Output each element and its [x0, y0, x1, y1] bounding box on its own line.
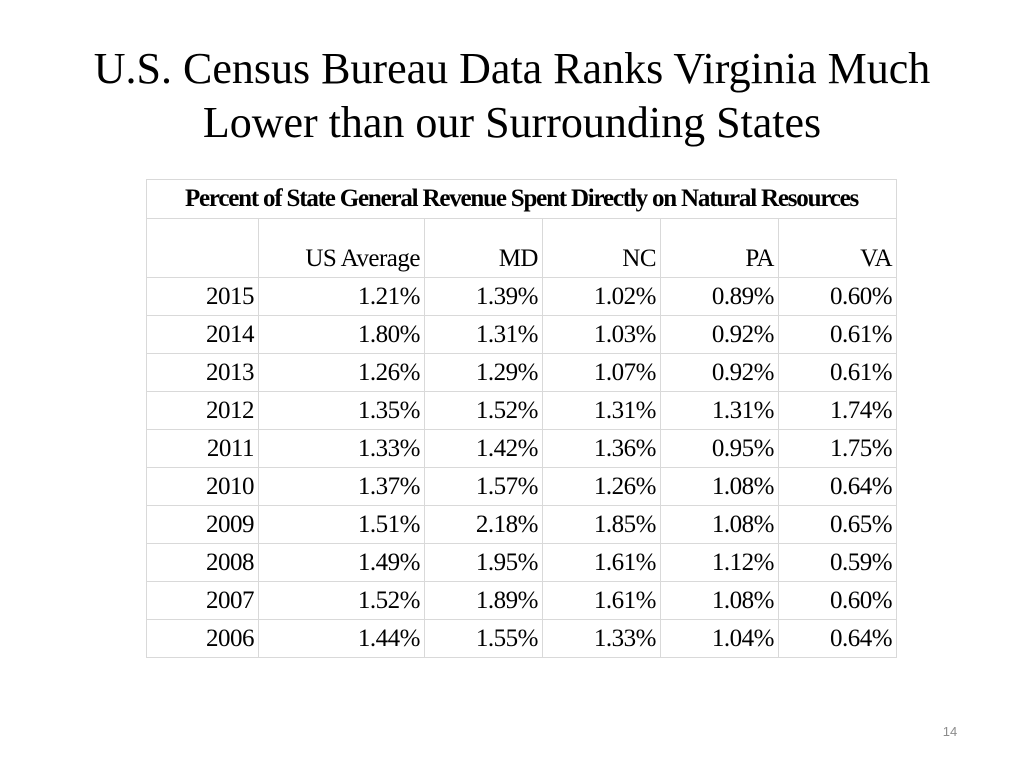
- table-header-row: [147, 219, 897, 278]
- value-cell: 1.51%: [259, 506, 425, 544]
- value-cell: 1.39%: [425, 278, 543, 316]
- value-cell: 1.85%: [543, 506, 661, 544]
- year-cell: 2015: [147, 278, 259, 316]
- value-cell: 0.92%: [661, 354, 779, 392]
- value-cell: 1.89%: [425, 582, 543, 620]
- table-row: [147, 354, 897, 392]
- slide-number: 14: [942, 724, 958, 739]
- value-cell: 2.18%: [425, 506, 543, 544]
- value-cell: 1.03%: [543, 316, 661, 354]
- value-cell: 0.64%: [779, 620, 897, 658]
- table-row: [147, 506, 897, 544]
- value-cell: 1.33%: [259, 430, 425, 468]
- value-cell: 0.65%: [779, 506, 897, 544]
- year-cell: 2014: [147, 316, 259, 354]
- value-cell: 0.60%: [779, 582, 897, 620]
- value-cell: 0.95%: [661, 430, 779, 468]
- value-cell: 1.44%: [259, 620, 425, 658]
- value-cell: 1.80%: [259, 316, 425, 354]
- year-cell: 2013: [147, 354, 259, 392]
- year-cell: 2009: [147, 506, 259, 544]
- value-cell: 1.26%: [543, 468, 661, 506]
- year-cell: 2006: [147, 620, 259, 658]
- table-row: [147, 316, 897, 354]
- value-cell: 1.55%: [425, 620, 543, 658]
- value-cell: 1.08%: [661, 468, 779, 506]
- value-cell: 1.75%: [779, 430, 897, 468]
- value-cell: 1.21%: [259, 278, 425, 316]
- value-cell: 1.42%: [425, 430, 543, 468]
- value-cell: 1.35%: [259, 392, 425, 430]
- value-cell: 1.12%: [661, 544, 779, 582]
- value-cell: 1.02%: [543, 278, 661, 316]
- year-cell: 2007: [147, 582, 259, 620]
- value-cell: 0.60%: [779, 278, 897, 316]
- table-caption-row: [147, 180, 897, 219]
- value-cell: 1.33%: [543, 620, 661, 658]
- header-cell: [147, 219, 259, 278]
- value-cell: 0.92%: [661, 316, 779, 354]
- value-cell: 1.08%: [661, 582, 779, 620]
- table-row: [147, 392, 897, 430]
- year-cell: 2010: [147, 468, 259, 506]
- table-row: [147, 544, 897, 582]
- table-caption: Percent of State General Revenue Spent Directly on Natural Resources: [147, 180, 897, 219]
- slide-title: [0, 42, 1024, 150]
- value-cell: 1.61%: [543, 544, 661, 582]
- value-cell: 1.31%: [425, 316, 543, 354]
- year-cell: 2012: [147, 392, 259, 430]
- value-cell: 1.52%: [425, 392, 543, 430]
- table-row: [147, 620, 897, 658]
- header-cell: NC: [543, 219, 661, 278]
- value-cell: 1.29%: [425, 354, 543, 392]
- value-cell: 0.89%: [661, 278, 779, 316]
- year-cell: 2008: [147, 544, 259, 582]
- value-cell: 1.37%: [259, 468, 425, 506]
- table-row: [147, 278, 897, 316]
- year-cell: 2011: [147, 430, 259, 468]
- title-line-2: Lower than our Surrounding States: [202, 98, 822, 147]
- value-cell: 1.07%: [543, 354, 661, 392]
- value-cell: 1.31%: [543, 392, 661, 430]
- value-cell: 1.57%: [425, 468, 543, 506]
- header-cell: VA: [779, 219, 897, 278]
- value-cell: 1.31%: [661, 392, 779, 430]
- value-cell: 1.36%: [543, 430, 661, 468]
- value-cell: 1.49%: [259, 544, 425, 582]
- value-cell: 0.59%: [779, 544, 897, 582]
- header-cell: MD: [425, 219, 543, 278]
- header-cell: US Average: [259, 219, 425, 278]
- value-cell: 1.26%: [259, 354, 425, 392]
- value-cell: 1.74%: [779, 392, 897, 430]
- table-row: [147, 468, 897, 506]
- value-cell: 1.61%: [543, 582, 661, 620]
- value-cell: 1.08%: [661, 506, 779, 544]
- revenue-table: [146, 179, 897, 658]
- value-cell: 0.61%: [779, 354, 897, 392]
- table-row: [147, 582, 897, 620]
- value-cell: 1.04%: [661, 620, 779, 658]
- value-cell: 0.64%: [779, 468, 897, 506]
- header-cell: PA: [661, 219, 779, 278]
- value-cell: 1.52%: [259, 582, 425, 620]
- table-row: [147, 430, 897, 468]
- title-line-1: U.S. Census Bureau Data Ranks Virginia Much: [93, 44, 931, 93]
- value-cell: 0.61%: [779, 316, 897, 354]
- value-cell: 1.95%: [425, 544, 543, 582]
